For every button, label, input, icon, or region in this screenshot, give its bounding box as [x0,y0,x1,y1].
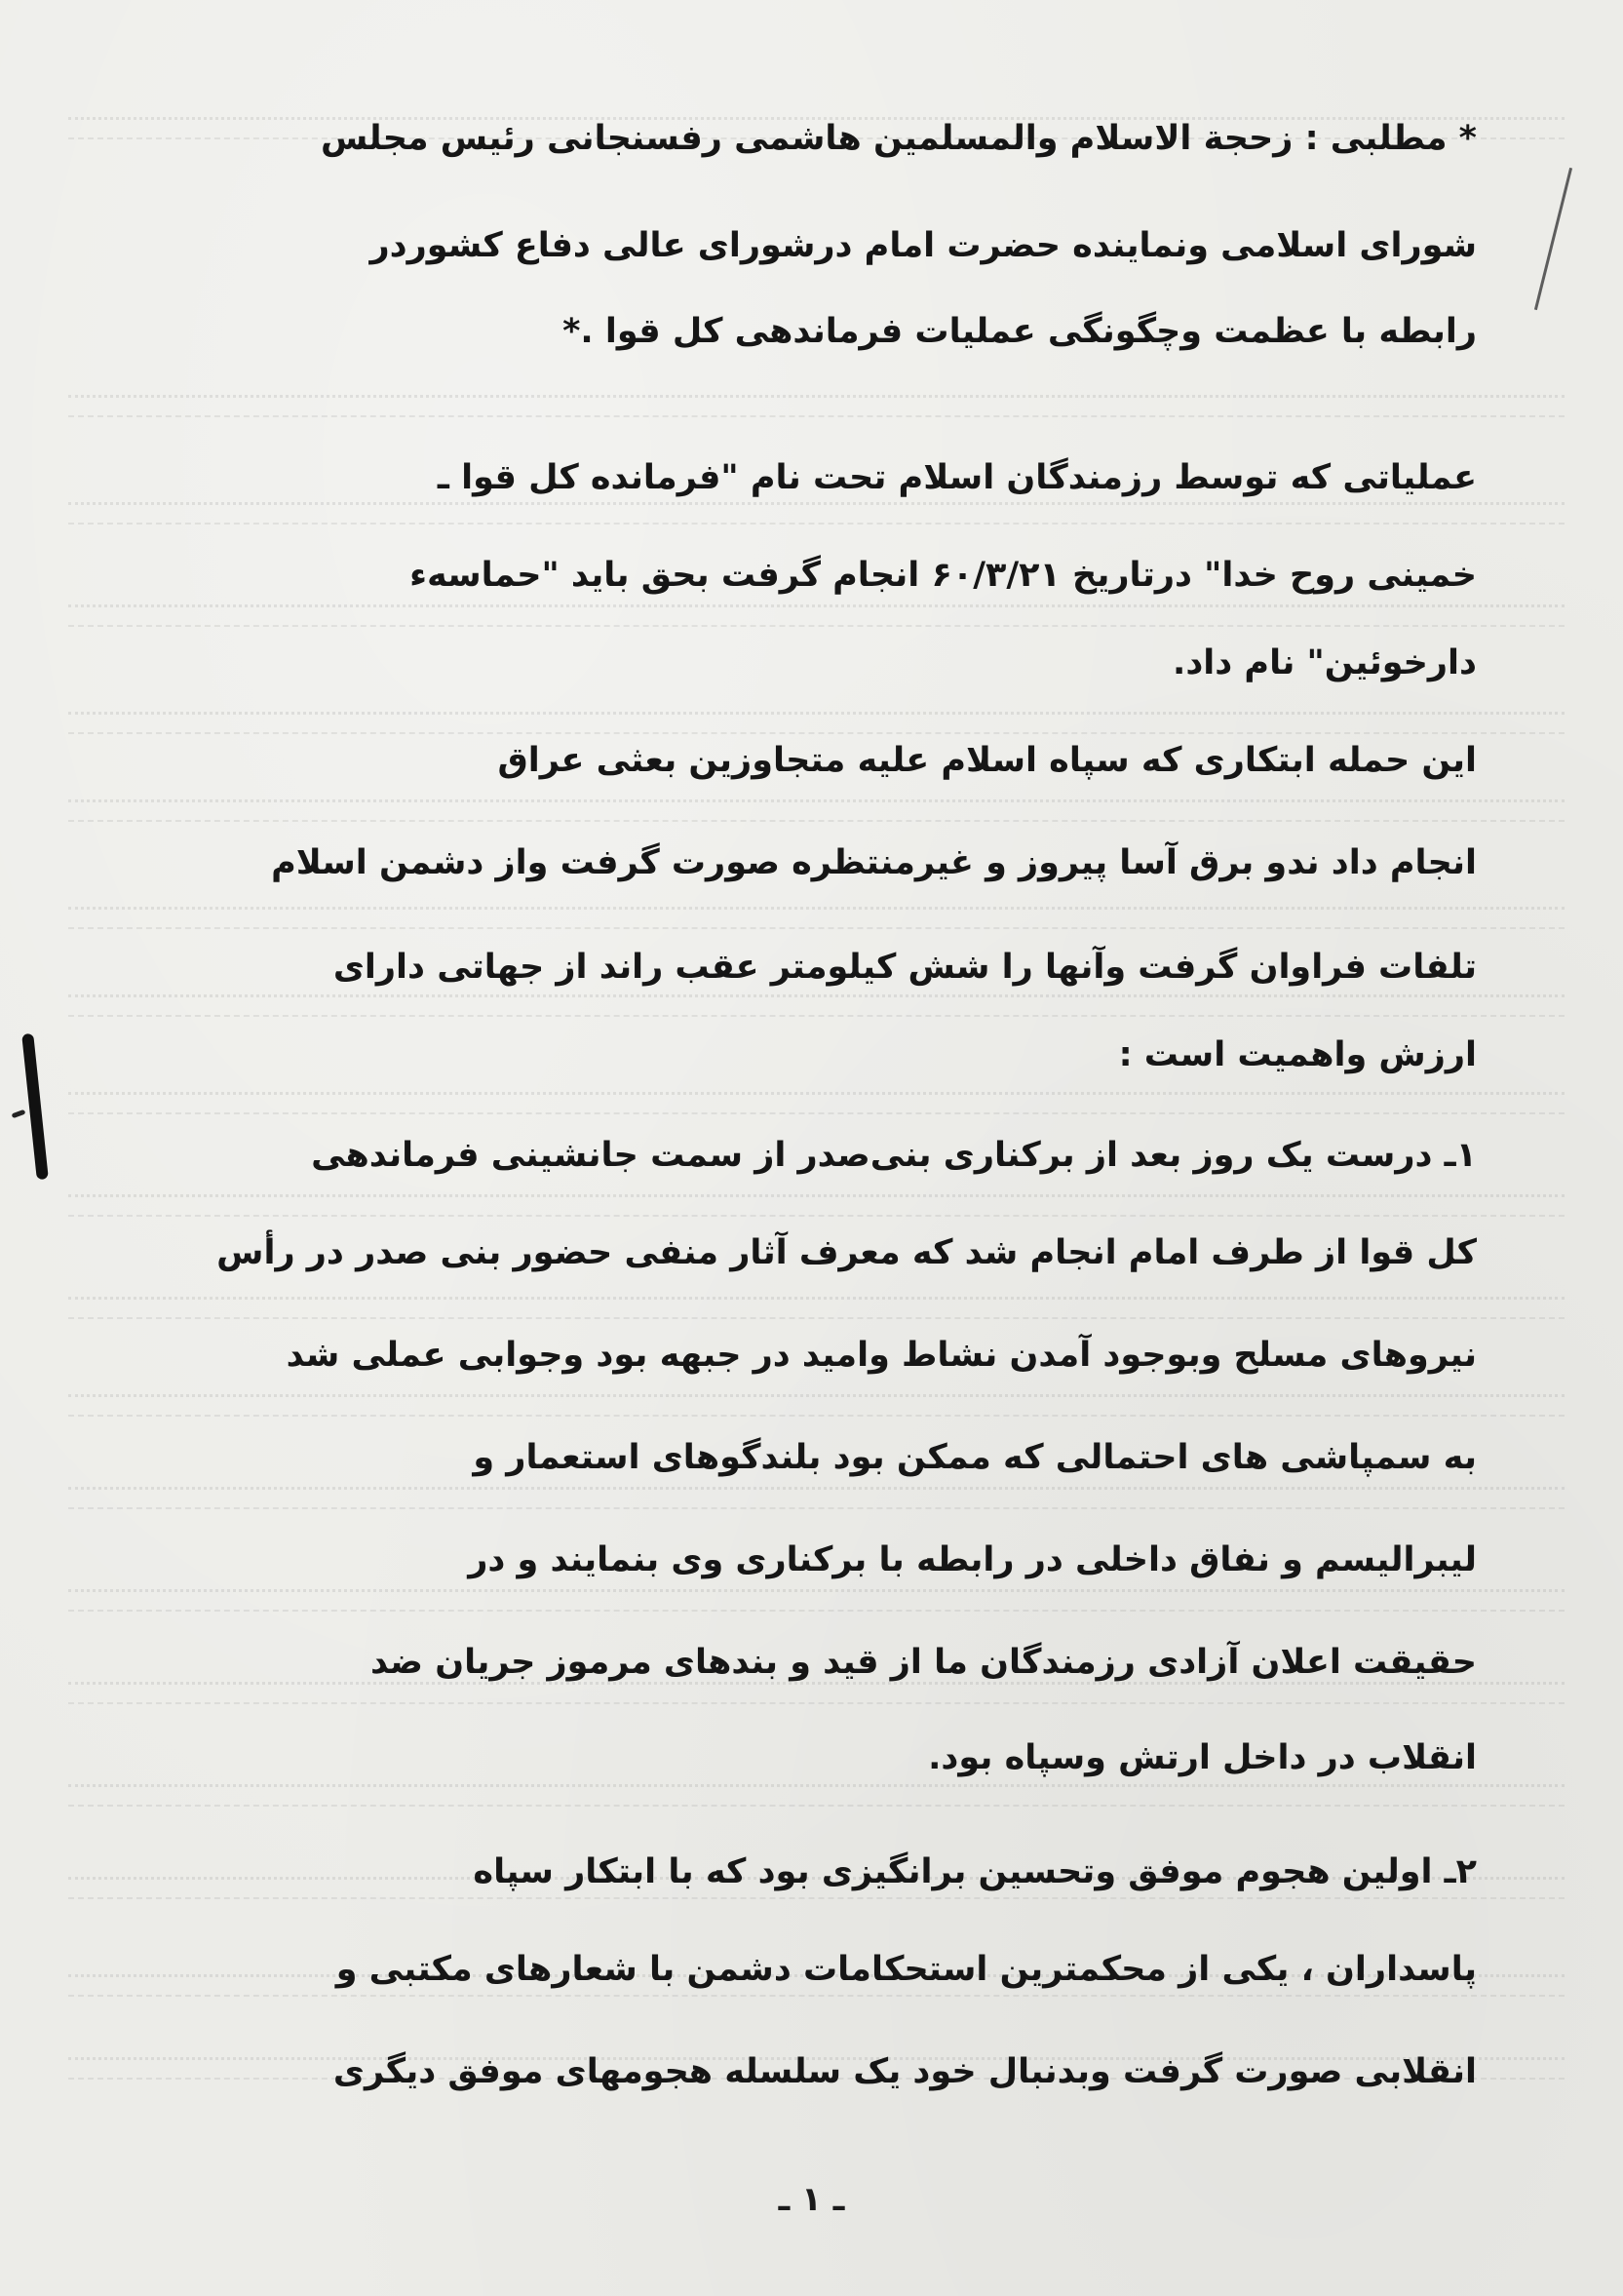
bleed-through-texture [68,1487,1565,1509]
margin-tick-mark [12,1109,26,1118]
body-line: انقلابی صورت گرفت وبدنبال خود یک سلسله هجومهای موفق دیگری [332,2052,1477,2091]
bleed-through-texture [68,1297,1565,1319]
bleed-through-texture [68,1784,1565,1807]
body-line: عملیاتی که توسط رزمندگان اسلام تحت نام "فرمانده کل قوا ـ [437,458,1477,497]
body-line: تلفات فراوان گرفت وآنها را شش کیلومتر عقب راند از جهاتی دارای [332,948,1477,987]
bleed-through-texture [68,604,1565,627]
bleed-through-texture [68,907,1565,929]
bleed-through-texture [68,1394,1565,1417]
heading-line-2: شورای اسلامی ونماینده حضرت امام درشورای عالی دفاع کشوردر [369,226,1477,265]
bleed-through-texture [68,1194,1565,1217]
body-line: لیبرالیسم و نفاق داخلی در رابطه با برکناری وی بنمایند و در [468,1540,1477,1579]
bleed-through-texture [68,712,1565,734]
heading-line-1: * مطلبی : زحجة الاسلام والمسلمین هاشمی رفسنجانی رئیس مجلس [320,119,1477,158]
bleed-through-texture [68,1589,1565,1612]
page-number: ـ ۱ ـ [778,2180,845,2219]
body-line: دارخوئین" نام داد. [1173,643,1477,682]
margin-bar-mark [21,1033,49,1180]
body-line: نیروهای مسلح وبوجود آمدن نشاط وامید در جبهه بود وجوابی عملی شد [286,1336,1477,1375]
body-line: انقلاب در داخل ارتش وسپاه بود. [928,1738,1477,1777]
body-line: پاسداران ، یکی از محکمترین استحکامات دشمن با شعارهای مکتبی و [335,1950,1477,1989]
heading-line-3: رابطه با عظمت وچگونگی عملیات فرماندهی کل قوا .* [562,312,1477,351]
body-line: این حمله ابتکاری که سپاه اسلام علیه متجاوزین بعثی عراق [497,741,1477,780]
bleed-through-texture [68,502,1565,525]
bleed-through-texture [68,994,1565,1017]
body-line: خمینی روح خدا" درتاریخ ۶۰/۳/۲۱ انجام گرفت بحق باید "حماسهء [409,556,1477,595]
bleed-through-texture [68,1682,1565,1704]
body-line: انجام داد ندو برق آسا پیروز و غیرمنتظره صورت گرفت واز دشمن اسلام [271,843,1477,882]
body-line: ۲ـ اولین هجوم موفق وتحسین برانگیزی بود که با ابتکار سپاه [473,1852,1477,1891]
bleed-through-texture [68,1092,1565,1114]
body-line: حقیقت اعلان آزادی رزمندگان ما از قید و بندهای مرموز جریان ضد [369,1643,1477,1682]
bleed-through-texture [68,395,1565,417]
body-line: ۱ـ درست یک روز بعد از برکناری بنی‌صدر از سمت جانشینی فرماندهی [311,1136,1477,1175]
pen-stroke-mark [1534,168,1572,310]
bleed-through-texture [68,799,1565,822]
body-line: به سمپاشی های احتمالی که ممکن بود بلندگوهای استعمار و [473,1438,1477,1477]
body-line: ارزش واهمیت است : [1118,1035,1477,1074]
body-line: کل قوا از طرف امام انجام شد که معرف آثار منفی حضور بنی صدر در رأس [216,1233,1477,1272]
